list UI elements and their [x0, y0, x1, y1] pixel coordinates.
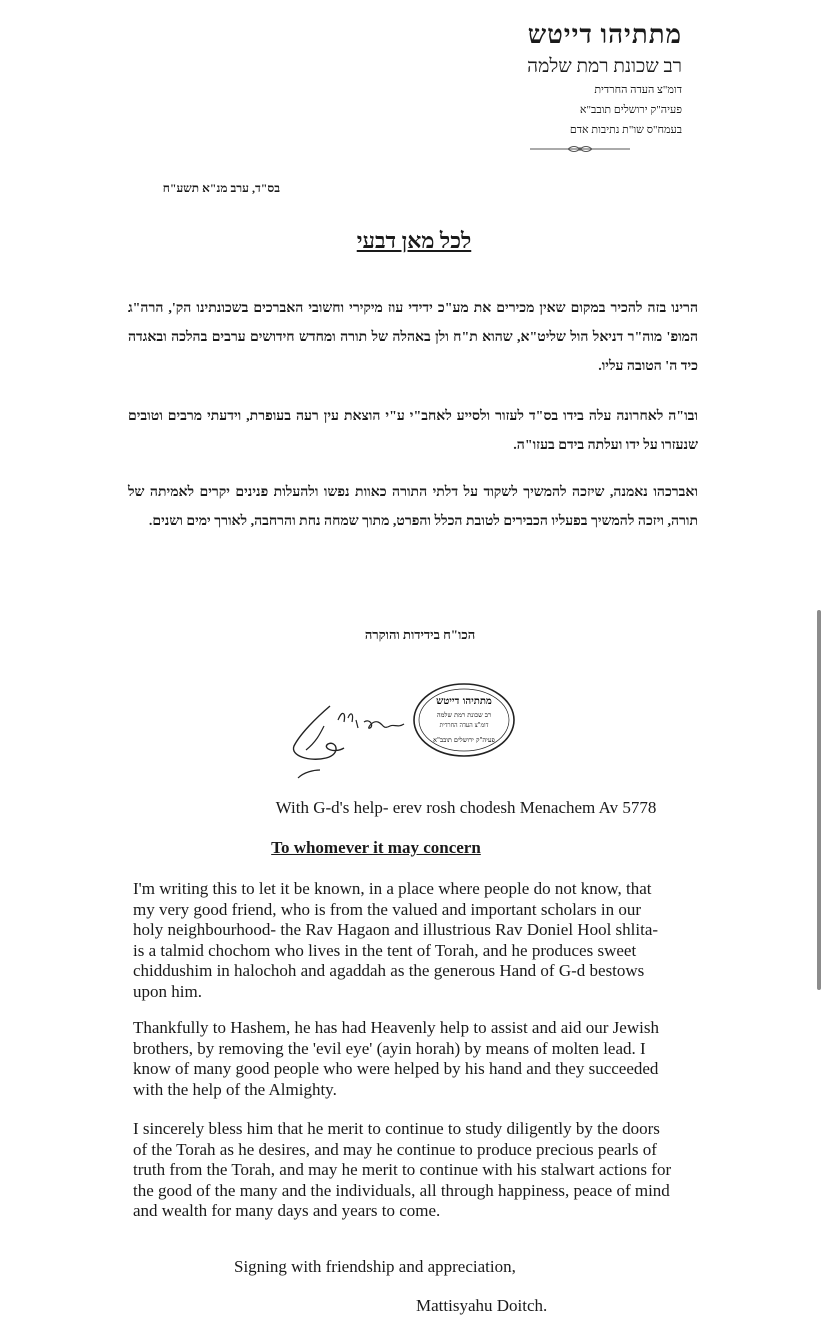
hebrew-closing: הכו"ח בידידות והוקרה [364, 627, 476, 642]
letterhead-name: מתתיהו דייטש [527, 20, 682, 49]
scrollbar-thumb[interactable] [817, 610, 821, 990]
rabbinical-stamp [412, 682, 516, 758]
handwritten-signature [286, 698, 410, 780]
stamp-sub: דומ"צ העדה החרדית [439, 722, 489, 729]
hebrew-heading: לכל מאן דבעי [356, 228, 472, 253]
stamp-city: פעיה"ק ירושלים תובב"א [433, 736, 495, 744]
stamp-title: רב שכונת רמת שלמה [436, 711, 492, 719]
stamp-name: מתתיהו דייטש [436, 696, 492, 707]
english-heading: To whomever it may concern [271, 838, 481, 857]
letterhead-line-1: דומ"צ העדה החרדית [594, 84, 682, 96]
hebrew-date: בס"ד, ערב מנ"א תשע"ח [162, 181, 280, 195]
hebrew-paragraph-3: ואברכהו נאמנה, שיזכה להמשיך לשקוד על דלתי התורה כאוות נפשו ולהעלות פנינים יקרים לאמיתה של תורה, ויזכה להמשיך בפעליו הכבירים לטובת הכלל והפרט, מתוך שמחה נחת והרחבה, לאורך ימים ושנים. [128, 485, 698, 529]
english-signature-name: Mattisyahu Doitch. [416, 1296, 548, 1315]
letterhead-ornament-divider [530, 144, 630, 154]
letterhead-title: רב שכונת רמת שלמה [527, 56, 682, 77]
hebrew-paragraph-2: ובו"ה לאחרונה עלה בידו בס"ד לעזור ולסייע לאחב"י ע"י הוצאת עין רעה בעופרת, וידעתי מרבים וטובים שנעזרו על ידו ועלתה בידם בעזו"ה. [128, 409, 698, 453]
english-paragraph-1: I'm writing this to let it be known, in a place where people do not know, that my very good friend, who is from the valued and important scholars in our holy neighbourhood- the Rav Hagaon and illustrious Rav Doniel Hool shlita- is a talmid chochom who lives in the tent of Torah, and he produces sweet chiddushim in halochoh and agaddah as the generous Hand of G-d bestows upon him. [133, 879, 659, 1001]
letterhead-line-3: בעמח"ס שו"ת נתיבות אדם [569, 124, 682, 136]
english-date: With G-d's help- erev rosh chodesh Menachem Av 5778 [275, 798, 657, 817]
english-paragraph-3: I sincerely bless him that he merit to continue to study diligently by the doors of the Torah as he desires, and may he continue to produce precious pearls of truth from the Torah, and may he merit to continue with his stalwart actions for the good of the many and the individuals, all through happiness, peace of mind and wealth for many days and years to come. [133, 1119, 672, 1220]
english-closing: Signing with friendship and appreciation, [234, 1257, 516, 1276]
scrollbar[interactable] [815, 610, 823, 1000]
hebrew-paragraph-1: הרינו בזה להכיר במקום שאין מכירים את מע"כ ידידי עוז מיקירי וחשובי האברכים בשכונתינו הק', הרה"ג המופ' מוה"ר דניאל הול שליט"א, שהוא ת"ח ולן באהלה של תורה ומחדש חידושים ערבים בהלכה ובאגדה כיד ה' הטובה עליו. [128, 301, 698, 374]
english-paragraph-2: Thankfully to Hashem, he has had Heavenly help to assist and aid our Jewish brothers, by removing the 'evil eye' (ayin horah) by means of molten lead. I know of many good people who were helped by his hand and they succeeded with the help of the Almighty. [133, 1018, 659, 1099]
letterhead-line-2: פעיה"ק ירושלים תובב"א [579, 104, 682, 116]
